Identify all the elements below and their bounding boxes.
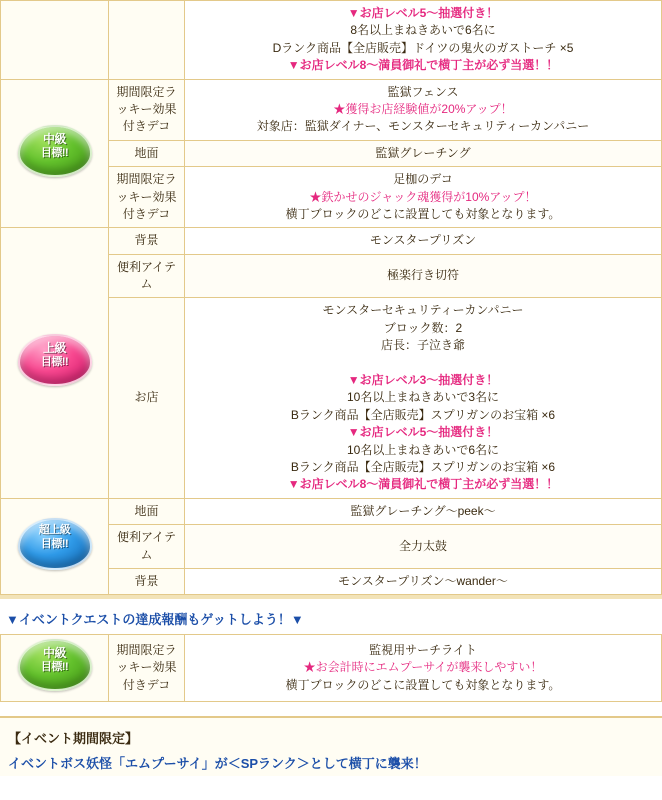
badge-line2: 目標!! — [40, 146, 69, 159]
desc-line: ▼お店レベル8～満員御礼で横丁主が必ず当選！！ — [287, 58, 559, 73]
desc-line: 対象店：監獄ダイナー、モンスターセキュリティーカンパニー — [256, 119, 590, 134]
table-row — [1, 1, 662, 80]
chukyu-badge — [18, 639, 92, 691]
desc-line: 横丁ブロックのどこに設置しても対象となります。 — [285, 677, 561, 692]
desc-line: Bランク商品【全店販売】スプリガンのお宝箱 ×6 — [290, 407, 556, 422]
category-cell: 背景 — [109, 228, 185, 254]
description-cell — [185, 635, 662, 701]
badge-cell-chukyu-quest — [1, 635, 109, 701]
category-cell: 背景 — [109, 568, 185, 594]
desc-line: Dランク商品【全店販売】ドイツの鬼火のガストーチ ×5 — [272, 40, 574, 55]
desc-line: Bランク商品【全店販売】スプリガンのお宝箱 ×6 — [290, 459, 556, 474]
desc-line: モンスタープリズン — [369, 233, 477, 248]
jokyu-badge — [18, 334, 92, 386]
badge-text — [18, 646, 92, 675]
badge-text — [18, 132, 92, 161]
category-cell: 地面 — [109, 498, 185, 524]
event-limited-title: 【イベント期間限定】 — [8, 730, 139, 746]
category-cell: お店 — [109, 298, 185, 498]
desc-line: 10名以上まねきあいで3名に — [346, 390, 500, 405]
description-cell — [185, 79, 662, 140]
desc-line: 監獄グレーチング～peek～ — [350, 503, 496, 518]
description-cell — [185, 298, 662, 498]
badge-text — [18, 341, 92, 370]
badge-line1: 上級 — [42, 341, 66, 356]
description-cell — [185, 498, 662, 524]
description-cell — [185, 1, 662, 80]
event-limited-line: イベントボス妖怪「エムプーサイ」が＜SPランク＞として横丁に襲来！ — [8, 755, 427, 771]
description-cell — [185, 525, 662, 569]
description-cell — [185, 568, 662, 594]
badge-cell-empty — [1, 1, 109, 80]
desc-line: 8名以上まねきあいで6名に — [350, 23, 496, 38]
desc-line: ▼お店レベル5～抽選付き！ — [347, 425, 499, 440]
description-cell — [185, 254, 662, 298]
desc-line: ▼お店レベル5～抽選付き！ — [347, 6, 499, 20]
desc-line: 極楽行き切符 — [386, 268, 459, 283]
table-row — [1, 498, 662, 524]
desc-line: ★獲得お店経験値が20%アップ！ — [333, 101, 513, 116]
badge-cell-jokyu — [1, 228, 109, 498]
desc-line: 全力太鼓 — [398, 538, 447, 553]
category-cell: 便利アイテム — [109, 254, 185, 298]
desc-line: 横丁ブロックのどこに設置しても対象となります。 — [285, 206, 561, 221]
event-limited-block — [0, 716, 662, 776]
desc-line: モンスターセキュリティーカンパニー — [322, 303, 524, 318]
table-row — [1, 635, 662, 701]
category-cell: 期間限定ラッキー効果 付きデコ — [109, 167, 185, 228]
badge-line2: 目標!! — [40, 661, 69, 674]
desc-line: 10名以上まねきあいで6名に — [346, 442, 500, 457]
chukyu-badge — [18, 125, 92, 177]
badge-cell-cho-jokyu — [1, 498, 109, 595]
category-cell-empty — [109, 1, 185, 80]
reward-table-quest — [0, 634, 662, 701]
desc-line: ★鉄かせのジャック魂獲得が10%アップ！ — [309, 189, 537, 204]
desc-line: 監視用サーチライト — [369, 642, 477, 657]
table-row — [1, 228, 662, 254]
desc-line: 足枷のデコ — [393, 172, 453, 187]
table-row — [1, 79, 662, 140]
desc-line: 店長：子泣き爺 — [380, 338, 465, 353]
quest-section-heading: ▼イベントクエストの達成報酬もゲットしよう！▼ — [6, 612, 304, 628]
description-cell — [185, 140, 662, 166]
category-cell: 期間限定ラッキー効果 付きデコ — [109, 79, 185, 140]
desc-line: ▼お店レベル3～抽選付き！ — [347, 373, 499, 388]
desc-line: 監獄フェンス — [387, 84, 459, 99]
badge-line2: 目標!! — [40, 537, 69, 550]
desc-line: 監獄グレーチング — [375, 145, 471, 160]
badge-line2: 目標!! — [40, 356, 69, 369]
description-cell — [185, 228, 662, 254]
badge-line1: 超上級 — [38, 523, 71, 536]
badge-text — [18, 524, 92, 552]
description-cell — [185, 167, 662, 228]
badge-line1: 中級 — [42, 131, 66, 146]
cho-jokyu-badge — [18, 518, 92, 570]
desc-line — [188, 355, 658, 372]
badge-line1: 中級 — [42, 646, 66, 661]
category-cell: 便利アイテム — [109, 525, 185, 569]
badge-cell-chukyu — [1, 79, 109, 228]
category-cell: 期間限定ラッキー効果 付きデコ — [109, 635, 185, 701]
category-cell: 地面 — [109, 140, 185, 166]
desc-line: ▼お店レベル8～満員御礼で横丁主が必ず当選！！ — [287, 477, 559, 492]
desc-line: モンスタープリズン～wander～ — [338, 573, 508, 588]
desc-line: ★お会計時にエムプーサイが襲来しやすい！ — [303, 660, 543, 675]
desc-line: ブロック数：2 — [383, 320, 463, 335]
